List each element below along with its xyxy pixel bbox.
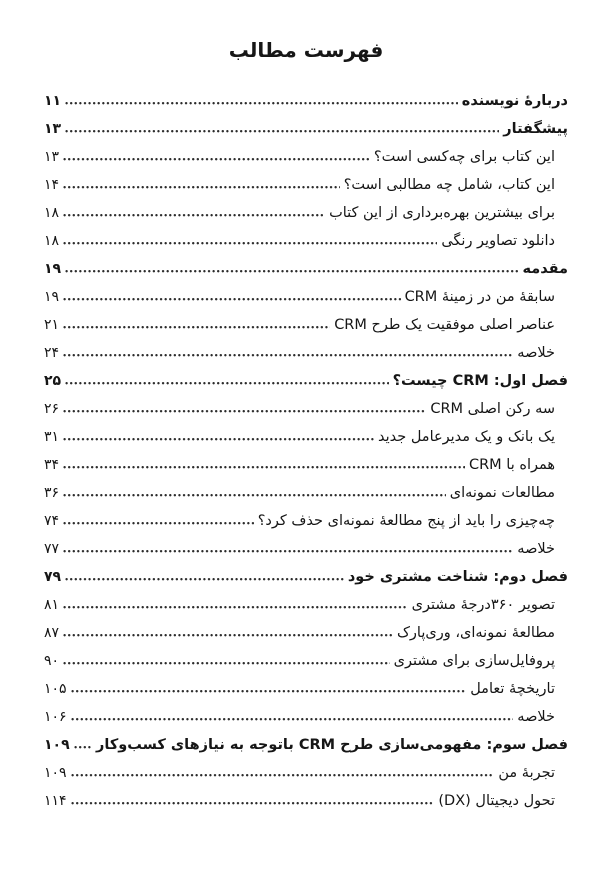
toc-entry-page-number: ۷۹ xyxy=(44,569,62,585)
toc-entry-page-number: ۱۳ xyxy=(44,149,60,165)
toc-entry-title: این کتاب، شامل چه مطالبی است؟ xyxy=(343,177,555,193)
toc-entry-row xyxy=(44,260,568,278)
toc-entry-page-number: ۳۴ xyxy=(44,457,60,473)
dot-leader xyxy=(63,185,340,189)
toc-entry-title: فصل اول: CRM چیست؟ xyxy=(392,373,568,389)
toc-entry-page-number: ۱۹ xyxy=(44,289,60,305)
toc-entry-title: تصویر ۳۶۰درجۀ مشتری xyxy=(411,597,555,613)
dot-leader xyxy=(63,325,330,329)
toc-entry-title: تحول دیجیتال (DX) xyxy=(438,793,555,809)
dot-leader xyxy=(65,101,458,105)
toc-entry-page-number: ۳۶ xyxy=(44,485,60,501)
dot-leader xyxy=(65,577,344,581)
toc-entry-page-number: ۲۱ xyxy=(44,317,60,333)
toc-entry-row xyxy=(44,764,568,782)
toc-entry-title: پروفایل‌سازی برای مشتری xyxy=(393,653,555,669)
toc-entry-row xyxy=(44,652,568,670)
table-of-contents xyxy=(0,62,612,810)
dot-leader xyxy=(63,605,408,609)
toc-entry-row xyxy=(44,400,568,418)
toc-entry-page-number: ۹۰ xyxy=(44,653,60,669)
dot-leader xyxy=(65,381,389,385)
toc-entry-page-number: ۱۸ xyxy=(44,233,60,249)
toc-entry-page-number: ۱۸ xyxy=(44,205,60,221)
toc-entry-title: مطالعۀ نمونه‌ای، وری‌پارک xyxy=(396,625,555,641)
toc-entry-row xyxy=(44,456,568,474)
dot-leader xyxy=(74,745,92,749)
dot-leader xyxy=(63,521,254,525)
dot-leader xyxy=(71,773,495,777)
dot-leader xyxy=(63,493,446,497)
toc-entry-title: چه‌چیزی را باید از پنج مطالعۀ نمونه‌ای حذف کرد؟ xyxy=(257,513,555,529)
toc-entry-row xyxy=(44,204,568,222)
toc-entry-title: مقدمه xyxy=(522,261,568,277)
dot-leader xyxy=(63,297,401,301)
toc-entry-row xyxy=(44,316,568,334)
toc-entry-page-number: ۱۰۹ xyxy=(44,765,67,781)
toc-entry-page-number: ۱۰۶ xyxy=(44,709,67,725)
toc-entry-title: مطالعات نمونه‌ای xyxy=(449,485,555,501)
toc-entry-title: همراه با CRM xyxy=(468,457,555,473)
toc-entry-row xyxy=(44,540,568,558)
toc-entry-row xyxy=(44,708,568,726)
toc-entry-title: پیشگفتار xyxy=(503,121,568,137)
dot-leader xyxy=(63,661,390,665)
dot-leader xyxy=(63,437,374,441)
toc-entry-row xyxy=(44,92,568,110)
toc-entry-row xyxy=(44,232,568,250)
toc-entry-page-number: ۱۹ xyxy=(44,261,62,277)
toc-entry-title: برای بیشترین بهره‌برداری از این کتاب xyxy=(329,205,555,221)
dot-leader xyxy=(63,465,465,469)
toc-entry-row xyxy=(44,344,568,362)
toc-entry-title: تجربۀ من xyxy=(498,765,555,781)
dot-leader xyxy=(63,549,513,553)
toc-entry-page-number: ۸۷ xyxy=(44,625,60,641)
toc-entry-row xyxy=(44,372,568,390)
toc-entry-title: سه رکن اصلی CRM xyxy=(430,401,555,417)
toc-entry-page-number: ۸۱ xyxy=(44,597,60,613)
toc-entry-page-number: ۷۷ xyxy=(44,541,60,557)
toc-entry-page-number: ۲۶ xyxy=(44,401,60,417)
toc-entry-row xyxy=(44,680,568,698)
toc-entry-row xyxy=(44,596,568,614)
toc-entry-row xyxy=(44,120,568,138)
toc-entry-title: عناصر اصلی موفقیت یک طرح CRM xyxy=(334,317,555,333)
toc-entry-title: خلاصه xyxy=(517,345,555,361)
toc-entry-page-number: ۳۱ xyxy=(44,429,60,445)
toc-entry-page-number: ۱۴ xyxy=(44,177,60,193)
toc-entry-title: تاریخچۀ تعامل xyxy=(470,681,555,697)
toc-entry-title: یک بانک و یک مدیرعامل جدید xyxy=(378,429,555,445)
toc-entry-row xyxy=(44,624,568,642)
toc-entry-row xyxy=(44,792,568,810)
toc-entry-page-number: ۱۱ xyxy=(44,93,62,109)
toc-entry-page-number: ۷۴ xyxy=(44,513,60,529)
toc-entry-title: خلاصه xyxy=(517,541,555,557)
dot-leader xyxy=(63,213,325,217)
toc-entry-row xyxy=(44,428,568,446)
dot-leader xyxy=(63,241,437,245)
toc-entry-row xyxy=(44,484,568,502)
toc-entry-title: دانلود تصاویر رنگی xyxy=(441,233,555,249)
toc-entry-page-number: ۱۰۵ xyxy=(44,681,67,697)
toc-entry-title: خلاصه xyxy=(517,709,555,725)
toc-entry-title: دربارۀ نویسنده xyxy=(461,93,568,109)
dot-leader xyxy=(71,717,514,721)
toc-entry-page-number: ۱۱۴ xyxy=(44,793,67,809)
toc-entry-title: فصل دوم: شناخت مشتری خود xyxy=(347,569,568,585)
toc-entry-title: سابقۀ من در زمینۀ CRM xyxy=(404,289,555,305)
dot-leader xyxy=(71,801,435,805)
toc-entry-page-number: ۱۰۹ xyxy=(44,737,70,753)
toc-entry-row xyxy=(44,148,568,166)
toc-entry-page-number: ۲۵ xyxy=(44,373,62,389)
toc-entry-title: این کتاب برای چه‌کسی است؟ xyxy=(373,149,555,165)
toc-entry-row xyxy=(44,736,568,754)
dot-leader xyxy=(63,633,393,637)
toc-entry-page-number: ۱۳ xyxy=(44,121,62,137)
toc-entry-row xyxy=(44,176,568,194)
dot-leader xyxy=(65,129,499,133)
toc-entry-row xyxy=(44,512,568,530)
toc-entry-title: فصل سوم: مفهومی‌سازی طرح CRM باتوجه به نیازهای کسب‌وکار xyxy=(96,737,568,753)
dot-leader xyxy=(63,409,426,413)
toc-entry-row xyxy=(44,288,568,306)
dot-leader xyxy=(71,689,467,693)
dot-leader xyxy=(63,353,513,357)
toc-entry-page-number: ۲۴ xyxy=(44,345,60,361)
toc-entry-row xyxy=(44,568,568,586)
dot-leader xyxy=(63,157,370,161)
dot-leader xyxy=(65,269,518,273)
page-title: فهرست مطالب xyxy=(228,38,384,62)
